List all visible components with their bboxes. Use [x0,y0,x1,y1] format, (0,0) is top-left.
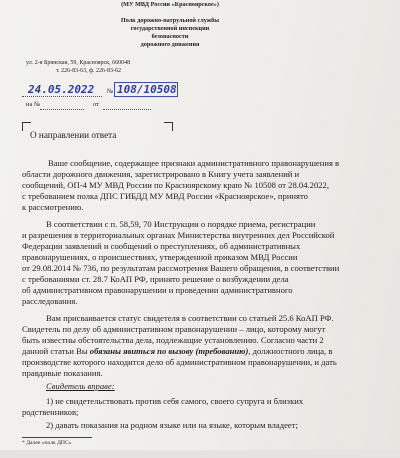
rights-line-2: родственников; [22,407,79,417]
number-stamp: 108/10508 [117,83,177,96]
rights-title: Свидетель вправе: [46,381,115,391]
subject-line: О направлении ответа [30,130,117,140]
p2-line-4: правонарушениях, о происшествиях, утвержденной приказом МВД России [22,252,298,262]
p2-line-5: от 29.08.2014 № 736, по результатам рассмотрения Вашего обращения, в соответствии [22,263,340,273]
p2-line-3: Федерации заявлений и сообщений о преступлениях, об административных [22,241,301,251]
rights-line-3: 2) давать показания на родном языке или на языке, которым владеет; [46,420,298,430]
p1-line-1: Ваше сообщение, содержащее признаки административного правонарушения в [48,158,340,168]
header-phones: т. 226-83-63, ф. 226-83-62 [56,68,122,74]
p3-line-1: Вам присваивается статус свидетеля в соответствии со статьей 25.6 КоАП РФ. [46,313,334,323]
na-label: на № [26,101,41,108]
footnote-divider [22,437,92,438]
p1-line-2: области дорожного движения, зарегистрировано в Книгу учета заявлений и [22,169,300,179]
p2-line-1: В соответствии с п. 58,59, 70 Инструкции о порядке приема, регистрации [46,219,316,229]
p2-line-7: об административном правонарушении и проведении административного [22,285,293,295]
ot-underline [103,109,151,110]
p3-line-2: Свидетель по делу об административном правонарушении – лицо, которому могут [22,324,326,334]
p3-line-4-end: , должностного лица, в [248,346,333,356]
rights-line-1: 1) не свидетельствовать против себя самого, своего супруга и близких [46,396,304,406]
number-sign: № [107,88,114,95]
p3-line-5: производстве которого находится дело об административном правонарушении, и дать [22,357,337,367]
date-stamp: 24.05.2022 [28,83,95,96]
p1-line-3: сообщений, ОП-4 МУ МВД России по Красноярскому краю № 10508 от 28.04.2022, [22,180,330,190]
ot-label: от [93,101,100,108]
footnote-text: * Далее «полк ДПС» [22,440,72,446]
header-dept-line-3: безопасности [151,33,189,40]
p2-line-2: и разрешения в территориальных органах Министерства внутренних дел Российской [22,230,335,240]
header-dept-line-4: дорожного движения [140,41,200,48]
header-address: ул. 2-я Брянская, 59, Красноярск, 660048 [26,60,131,66]
bottom-shadow [0,450,400,458]
p3-line-3: быть известны обстоятельства дела, подлежащие установлению. Согласно части 2 [22,335,324,345]
p1-line-4: с требованием полка ДПС ГИБДД МУ МВД России «Красноярское», принято [22,191,308,201]
na-underline [40,109,84,110]
p2-line-8: расследования. [22,296,78,306]
header-dept-line-2: государственной инспекции [130,25,210,32]
header-dept-line-1: Полк дорожно-патрульной службы [120,17,220,24]
p3-obligation-emphasis: обязаны явиться по вызову (требованию) [89,346,249,356]
date-underline [22,96,102,97]
p3-line-4-start: данной статьи Вы [22,346,88,356]
header-top-line: (МУ МВД России «Красноярское») [121,1,219,8]
p2-line-6: с требованиями ст. 28.7 КоАП РФ, принято решение о возбуждении дела [22,274,289,284]
p1-line-5: к рассмотрению. [22,202,84,212]
p3-line-6: правдивые показания. [22,368,103,378]
p3-line-4 [22,346,332,357]
bracket-right [164,122,173,131]
